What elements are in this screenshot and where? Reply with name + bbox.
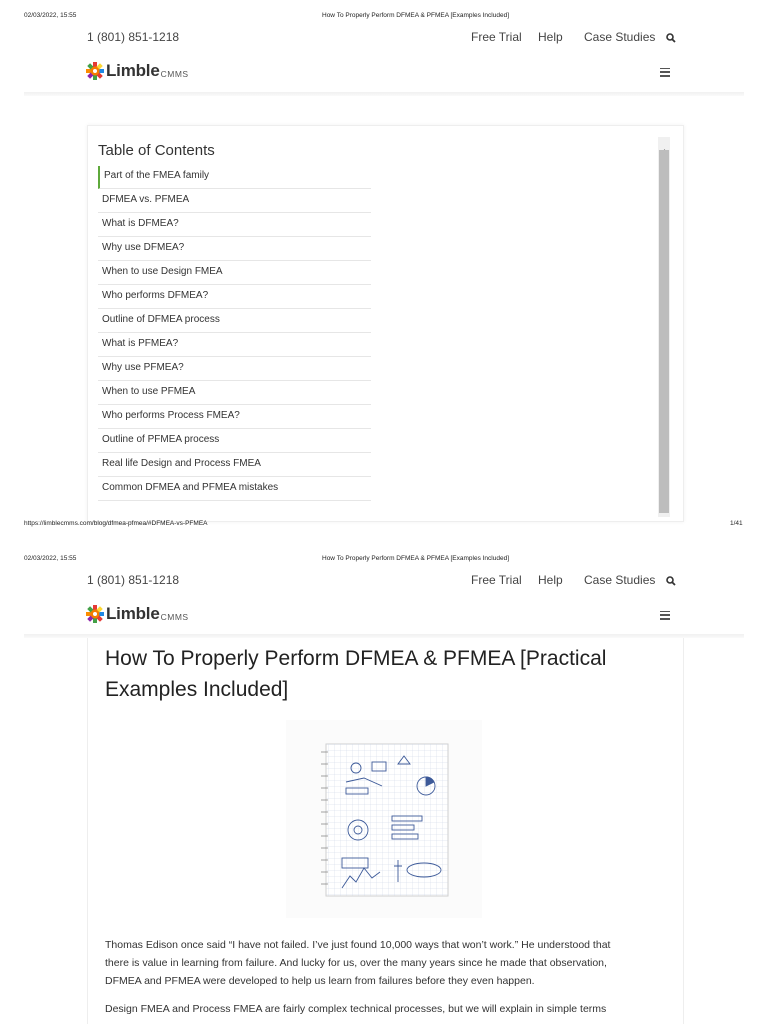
toc-item[interactable]: What is PFMEA? [98,334,371,357]
logo-suffix: CMMS [160,69,189,79]
limble-logo[interactable] [86,61,189,81]
toc-item[interactable]: Part of the FMEA family [98,166,371,189]
case-studies-link[interactable]: Case Studies [584,573,656,587]
toc-item[interactable]: Outline of DFMEA process [98,310,371,333]
phone-number[interactable]: 1 (801) 851-1218 [87,30,180,44]
featured-image [286,720,482,918]
paragraph-line: Thomas Edison once said “I have not failed. I’ve just found 10,000 ways that won’t work.” He understood that [105,939,611,951]
toc-item[interactable]: What is DFMEA? [98,214,371,237]
help-link[interactable]: Help [538,30,563,44]
toc-item[interactable]: Why use PFMEA? [98,358,371,381]
logo-wordmark: Limble [106,61,160,80]
toc-title: Table of Contents [98,142,215,159]
article-title-line: Examples Included] [105,678,289,701]
search-icon[interactable] [666,573,676,591]
hamburger-menu-icon[interactable] [660,608,670,622]
free-trial-link[interactable]: Free Trial [471,573,522,587]
logo-suffix: CMMS [160,612,189,622]
help-link[interactable]: Help [538,573,563,587]
toc-item[interactable]: Common DFMEA and PFMEA mistakes [98,478,371,501]
print-header-title: How To Properly Perform DFMEA & PFMEA [Examples Included] [322,12,510,19]
print-header-datetime: 02/03/2022, 15:55 [24,555,77,562]
search-icon[interactable] [666,30,676,48]
case-studies-link[interactable]: Case Studies [584,30,656,44]
toc-item[interactable]: Who performs DFMEA? [98,286,371,309]
article-title-line: How To Properly Perform DFMEA & PFMEA [Practical [105,647,607,670]
article-title [105,643,665,705]
free-trial-link[interactable]: Free Trial [471,30,522,44]
sketch-notepad-illustration [286,720,482,918]
article-paragraph [105,936,665,990]
logo-wordmark: Limble [106,604,160,623]
toc-item[interactable]: Who performs Process FMEA? [98,406,371,429]
gear-logo-icon [86,62,104,80]
hamburger-menu-icon[interactable] [660,65,670,79]
print-footer-url[interactable]: https://limblecmms.com/blog/dfmea-pfmea/#DFMEA-vs-PFMEA [24,520,208,527]
print-header-title: How To Properly Perform DFMEA & PFMEA [Examples Included] [322,555,510,562]
paragraph-line: DFMEA and PFMEA were developed to help us learn from failures before they even happen. [105,975,535,987]
gear-logo-icon [86,605,104,623]
toc-item[interactable]: Outline of PFMEA process [98,430,371,453]
toc-item[interactable]: When to use Design FMEA [98,262,371,285]
scrollbar-thumb[interactable] [659,150,669,513]
phone-number[interactable]: 1 (801) 851-1218 [87,573,180,587]
print-footer-page: 1/41 [730,520,743,527]
paragraph-line: there is value in learning from failure. And lucky for us, over the many years since he made that observation, [105,957,607,969]
article-paragraph [105,1000,665,1018]
toc-item[interactable]: Why use DFMEA? [98,238,371,261]
nav-divider [24,92,744,96]
print-header-datetime: 02/03/2022, 15:55 [24,12,77,19]
paragraph-line: Design FMEA and Process FMEA are fairly complex technical processes, but we will explain in simple terms [105,1003,607,1015]
toc-item[interactable]: Real life Design and Process FMEA [98,454,371,477]
toc-item[interactable]: DFMEA vs. PFMEA [98,190,371,213]
toc-item[interactable]: When to use PFMEA [98,382,371,405]
limble-logo[interactable] [86,604,189,624]
